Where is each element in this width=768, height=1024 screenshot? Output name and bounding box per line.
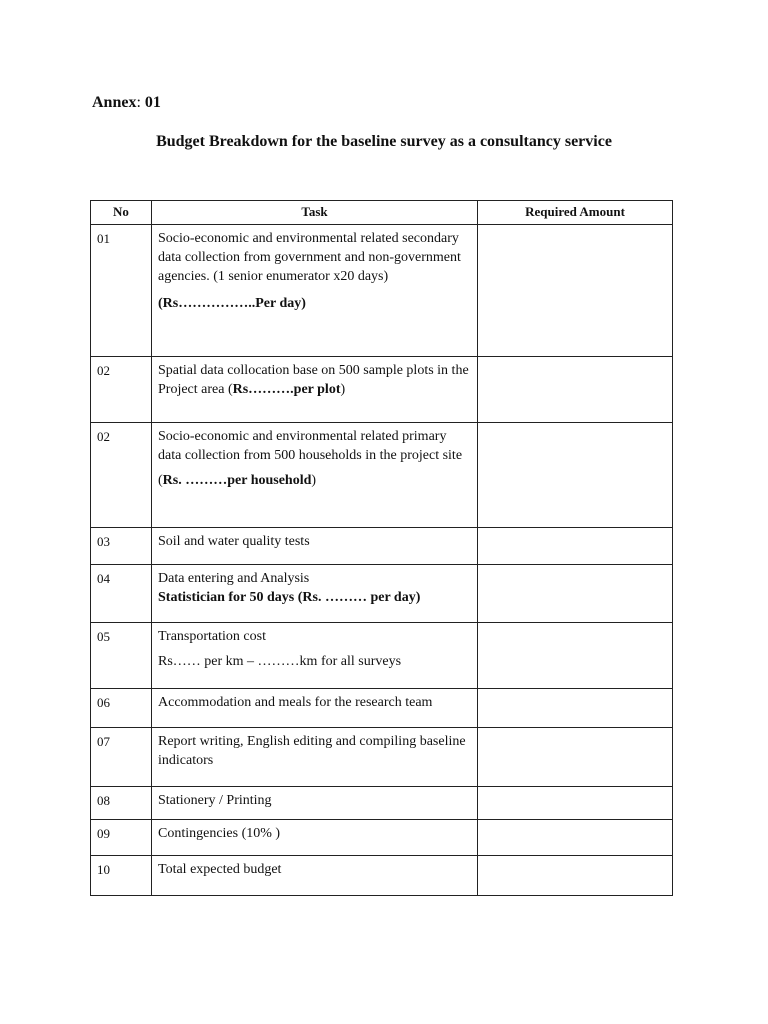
- budget-table: [90, 200, 673, 896]
- annex-label: Annex: [92, 94, 137, 111]
- table-row: [91, 423, 673, 528]
- row-amount: [478, 856, 673, 896]
- note-open: (: [158, 473, 163, 488]
- row-no: 02: [91, 357, 152, 423]
- row-amount: [478, 787, 673, 820]
- task-text: Socio-economic and environmental related secondary data collection from government and non-government agencies. (1 senior enumerator x20 days): [158, 231, 461, 284]
- row-no: 06: [91, 689, 152, 728]
- row-amount: [478, 225, 673, 357]
- table-row: [91, 357, 673, 423]
- table-row: [91, 623, 673, 689]
- row-task: Soil and water quality tests: [152, 528, 478, 565]
- table-row: [91, 689, 673, 728]
- task-text: Socio-economic and environmental related primary data collection from 500 households in the project site: [158, 429, 463, 463]
- row-no: 05: [91, 623, 152, 689]
- row-amount: [478, 689, 673, 728]
- table-row: [91, 787, 673, 820]
- row-no: 01: [91, 225, 152, 357]
- task-rate-note: Rs……….per plot: [232, 382, 341, 397]
- note-close: ): [311, 473, 317, 488]
- task-text: Transportation cost: [158, 629, 266, 644]
- header-amount: Required Amount: [478, 201, 673, 225]
- task-rate-note: Statistician for 50 days (Rs. ……… per day): [158, 590, 421, 605]
- row-no: 03: [91, 528, 152, 565]
- row-no: 07: [91, 728, 152, 787]
- annex-colon: :: [136, 94, 141, 111]
- row-task: [152, 357, 478, 423]
- row-task: Accommodation and meals for the research team: [152, 689, 478, 728]
- row-task: Total expected budget: [152, 856, 478, 896]
- row-no: 10: [91, 856, 152, 896]
- row-amount: [478, 623, 673, 689]
- document-title: Budget Breakdown for the baseline survey as a consultancy service: [156, 133, 612, 150]
- row-task: Stationery / Printing: [152, 787, 478, 820]
- annex-number: 01: [144, 94, 161, 111]
- task-text: Spatial data collocation base on 500 sample plots in the Project area (: [158, 363, 469, 397]
- row-amount: [478, 528, 673, 565]
- task-text-end: ): [340, 382, 346, 397]
- row-amount: [478, 357, 673, 423]
- row-no: 02: [91, 423, 152, 528]
- row-task: [152, 225, 478, 357]
- table-row: [91, 856, 673, 896]
- row-task: [152, 565, 478, 623]
- row-task: Contingencies (10% ): [152, 820, 478, 856]
- task-text: Data entering and Analysis: [158, 571, 310, 586]
- task-rate-note: Rs…… per km – ………km for all surveys: [158, 654, 402, 669]
- row-amount: [478, 565, 673, 623]
- annex-heading: [92, 94, 161, 112]
- note-rate: Rs. ………per household: [162, 473, 312, 488]
- row-no: 08: [91, 787, 152, 820]
- row-task: [152, 423, 478, 528]
- table-row: [91, 528, 673, 565]
- header-task: Task: [152, 201, 478, 225]
- row-task: Report writing, English editing and compiling baseline indicators: [152, 728, 478, 787]
- table-row: [91, 225, 673, 357]
- table-row: [91, 820, 673, 856]
- header-no: No: [91, 201, 152, 225]
- row-amount: [478, 820, 673, 856]
- row-no: 09: [91, 820, 152, 856]
- table-row: [91, 565, 673, 623]
- row-task: [152, 623, 478, 689]
- table-header-row: [91, 201, 673, 225]
- task-rate-note: [158, 471, 471, 490]
- task-rate-note: (Rs……………..Per day): [158, 296, 306, 311]
- row-no: 04: [91, 565, 152, 623]
- row-amount: [478, 423, 673, 528]
- row-amount: [478, 728, 673, 787]
- table-row: [91, 728, 673, 787]
